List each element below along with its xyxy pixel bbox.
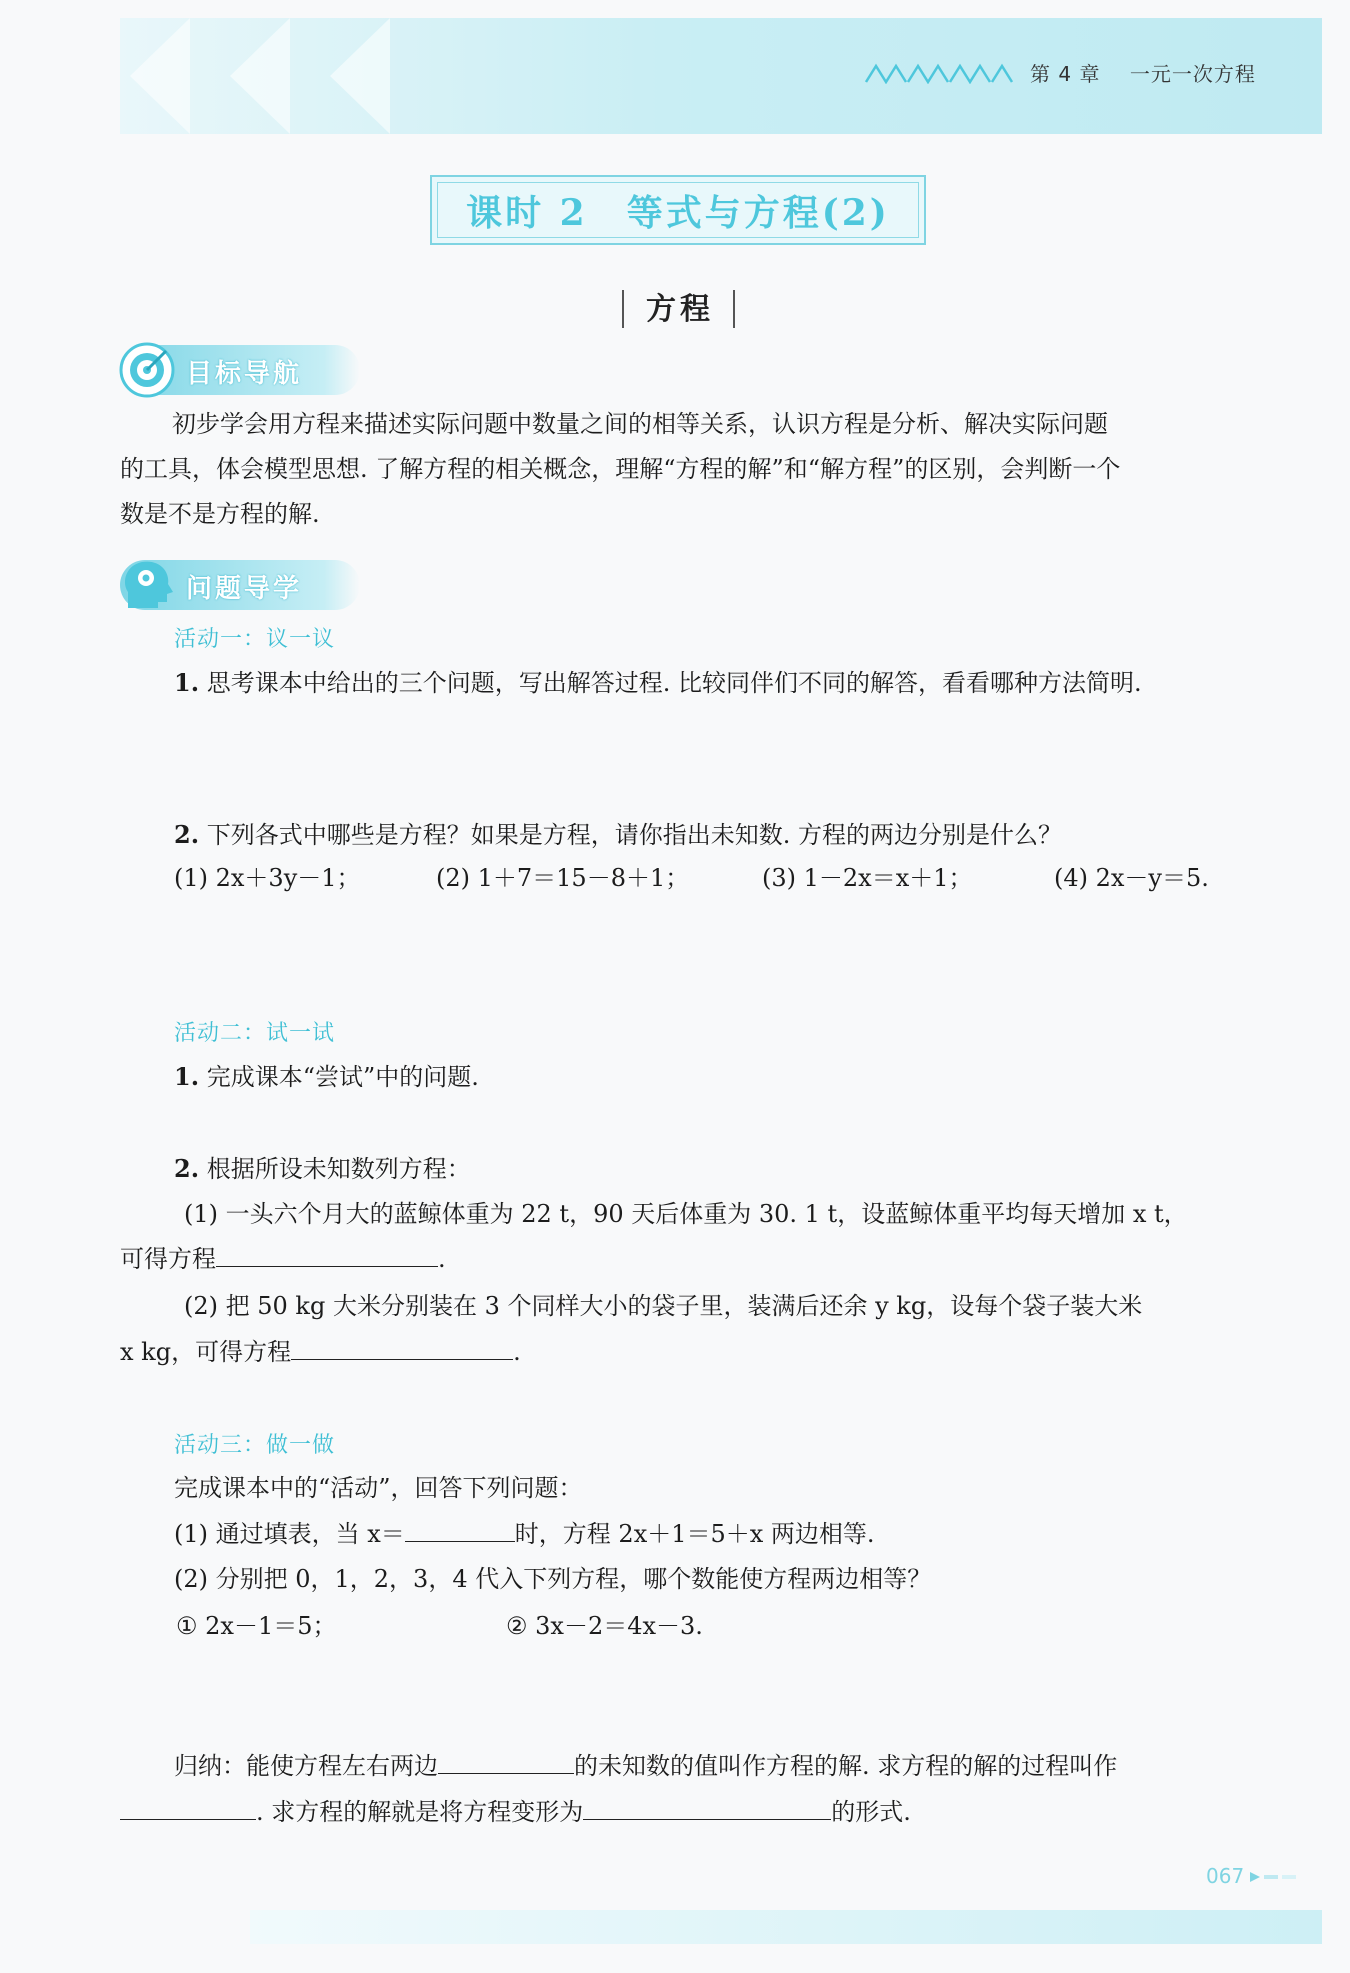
expression-4: (4) 2x－y＝5. [1054, 864, 1209, 892]
problem-2-prompt: x kg，可得方程 [120, 1338, 292, 1366]
activity-1-title: 活动一：议一议 [174, 627, 336, 652]
activity-3-part-1 [174, 1512, 875, 1557]
chevron-decoration [130, 18, 190, 134]
footer-band [250, 1910, 1322, 1944]
answer-blank[interactable] [120, 1793, 256, 1820]
chapter-number: 第 4 章 [1030, 62, 1101, 86]
expression-2: (2) 1＋7＝15－8＋1； [436, 864, 690, 892]
page-number: 067 [1206, 1864, 1245, 1888]
problem-2-line-1: (2) 把 50 kg 大米分别装在 3 个同样大小的袋子里，装满后还余 y kg，设每个袋子装大米 [184, 1292, 1143, 1320]
goal-line-2: 的工具，体会模型思想. 了解方程的相关概念，理解“方程的解”和“解方程”的区别，会判断一个 [120, 455, 1121, 483]
answer-blank[interactable] [291, 1333, 513, 1360]
chevron-decoration [230, 18, 290, 134]
summary-line-2 [120, 1790, 911, 1835]
equation-1: ① 2x－1＝5； [176, 1612, 337, 1640]
expression-3: (3) 1－2x＝x＋1； [762, 864, 973, 892]
activity-3-intro: 完成课本中的“活动”，回答下列问题： [174, 1474, 583, 1502]
heading-bar-right [733, 290, 735, 328]
question-number: 2. [174, 1154, 200, 1183]
mountain-decoration-icon [864, 62, 1014, 84]
answer-blank[interactable] [405, 1515, 515, 1542]
question-text: 根据所设未知数列方程： [206, 1155, 471, 1183]
question-number: 1. [174, 1062, 200, 1091]
question-text: 下列各式中哪些是方程？如果是方程，请你指出未知数. 方程的两边分别是什么？ [206, 821, 1062, 849]
answer-blank[interactable] [438, 1747, 574, 1774]
goal-line-1: 初步学会用方程来描述实际问题中数量之间的相等关系，认识方程是分析、解决实际问题 [172, 410, 1108, 438]
question-text: 完成课本“尝试”中的问题. [206, 1063, 479, 1091]
problem-1-line-2 [120, 1237, 446, 1282]
equation-2: ② 3x－2＝4x－3. [506, 1612, 703, 1640]
chapter-label [1030, 58, 1256, 87]
arrow-decoration-icon [1250, 1870, 1300, 1884]
lesson-title-box [430, 175, 926, 245]
summary-text: 的未知数的值叫作方程的解. 求方程的解的过程叫作 [574, 1752, 1118, 1780]
section-heading: 方程 [646, 292, 714, 327]
activity-3-part-2: (2) 分别把 0，1，2，3，4 代入下列方程，哪个数能使方程两边相等？ [174, 1565, 932, 1593]
answer-blank[interactable] [216, 1240, 438, 1267]
period: . [438, 1245, 446, 1273]
summary-text: . 求方程的解就是将方程变形为 [256, 1798, 584, 1826]
guide-label: 问题导学 [186, 574, 303, 604]
summary-line-1 [174, 1744, 1117, 1789]
question-number: 2. [174, 820, 200, 849]
activity-2-q1 [174, 1054, 479, 1100]
part-1-rest: 时，方程 2x＋1＝5＋x 两边相等. [514, 1520, 875, 1548]
activity-2-q2 [174, 1146, 471, 1192]
goal-line-3: 数是不是方程的解. [120, 500, 320, 528]
target-icon [118, 341, 176, 399]
answer-blank[interactable] [583, 1793, 831, 1820]
problem-1-prompt: 可得方程 [120, 1245, 216, 1273]
guide-header [120, 560, 360, 610]
summary-text: 的形式. [831, 1798, 911, 1826]
head-gear-icon [118, 556, 176, 614]
period: . [513, 1338, 521, 1366]
problem-1-line-1: (1) 一头六个月大的蓝鲸体重为 22 t，90 天后体重为 30. 1 t，设蓝鲸体重平均每天增加 x t， [184, 1200, 1188, 1228]
summary-text: 归纳：能使方程左右两边 [174, 1752, 438, 1780]
chevron-decoration [330, 18, 390, 134]
question-text: 思考课本中给出的三个问题，写出解答过程. 比较同伴们不同的解答，看看哪种方法简明. [206, 669, 1142, 697]
question-number: 1. [174, 668, 200, 697]
activity-1-q2 [174, 812, 1062, 858]
part-1-prompt: (1) 通过填表，当 x＝ [174, 1520, 405, 1548]
activity-1-q1 [174, 660, 1142, 706]
expression-1: (1) 2x＋3y－1； [174, 864, 361, 892]
goal-label: 目标导航 [186, 359, 303, 389]
problem-2-line-2 [120, 1330, 521, 1375]
lesson-title: 课时 2 等式与方程(2) [466, 192, 890, 234]
activity-2-title: 活动二：试一试 [174, 1021, 336, 1046]
chapter-title: 一元一次方程 [1129, 62, 1256, 86]
goal-header [120, 345, 360, 395]
activity-3-title: 活动三：做一做 [174, 1433, 336, 1458]
